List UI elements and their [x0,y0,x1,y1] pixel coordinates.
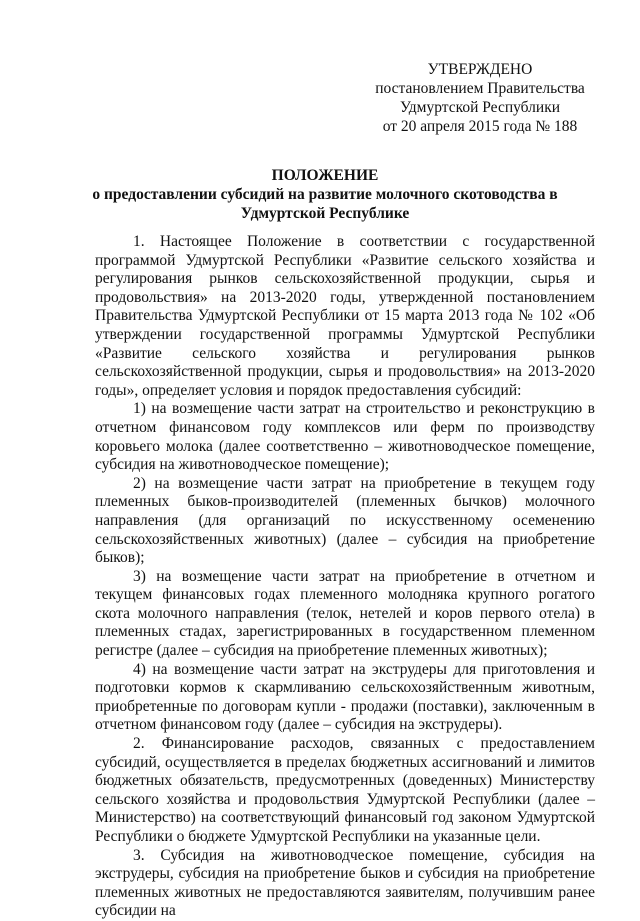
paragraph-1-item-2: 2) на возмещение части затрат на приобретение в текущем году племенных быков-производителей (племенных бычков) молочного направления (для организаций по искусственному осеменению сельскохозяйственных животных) (далее – субсидия на приобретение быков); [95,474,595,567]
approval-republic: Удмуртской Республики [399,99,561,116]
title-heading: ПОЛОЖЕНИЕ [271,167,379,184]
approval-stamp [360,60,600,136]
paragraph-1-item-3: 3) на возмещение части затрат на приобретение в отчетном и текущем финансовых годах племенного молодняка крупного рогатого скота молочного направления (телок, нетелей и коров первого отела) в племенных стадах, зарегистрированных в государственном племенном регистре (далее – субсидия на приобретение племенных животных); [95,567,595,660]
paragraph-1-item-1: 1) на возмещение части затрат на строительство и реконструкцию в отчетном финансовом году комплексов или ферм по производству коровьего молока (далее соответственно – животноводческое помещение, субсидия на животноводческое помещение); [95,400,595,474]
approval-date: от 20 апреля 2015 года № 188 [382,118,578,135]
title-subtitle-line1: о предоставлении субсидий на развитие молочного скотоводства в [92,186,558,203]
approval-decree: постановлением Правительства [375,80,585,97]
paragraph-2: 2. Финансирование расходов, связанных с предоставлением субсидий, осуществляется в пределах бюджетных ассигнований и лимитов бюджетных обязательств, предусмотренных (доведенных) Министерству сельского хозяйства и продовольствия Удмуртской Республики (далее – Министерство) на соответствующий финансовый год законом Удмуртской Республики о бюджете Удмуртской Республики на указанные цели. [95,735,595,845]
approval-label: УТВЕРЖДЕНО [427,61,533,78]
title-subtitle-line2: Удмуртской Республике [240,205,410,222]
paragraph-1: 1. Настоящее Положение в соответствии с государственной программой Удмуртской Республики «Развитие сельского хозяйства и регулирования рынков сельскохозяйственной продукции, сырья и продовольствия» на 2013-2020 годы, утвержденной постановлением Правительства Удмуртской Республики от 15 марта 2013 года № 102 «Об утверждении государственной программы Удмуртской Республики «Развитие сельского хозяйства и регулирования рынков сельскохозяйственной продукции, сырья и продовольствия» на 2013-2020 годы», определяет условия и порядок предоставления субсидий: [95,233,595,399]
paragraph-3: 3. Субсидия на животноводческое помещение, субсидия на экструдеры, субсидия на приобретение быков и субсидия на приобретение племенных животных не предоставляются заявителям, получившим ранее субсидии на [95,846,595,920]
document-title [90,166,560,223]
document-body [95,233,595,921]
paragraph-1-item-4: 4) на возмещение части затрат на экструдеры для приготовления и подготовки кормов к скармливанию сельскохозяйственным животным, приобретенные по договорам купли - продажи (поставки), заключенным в отчетном финансовом году (далее – субсидия на экструдеры). [95,660,595,734]
